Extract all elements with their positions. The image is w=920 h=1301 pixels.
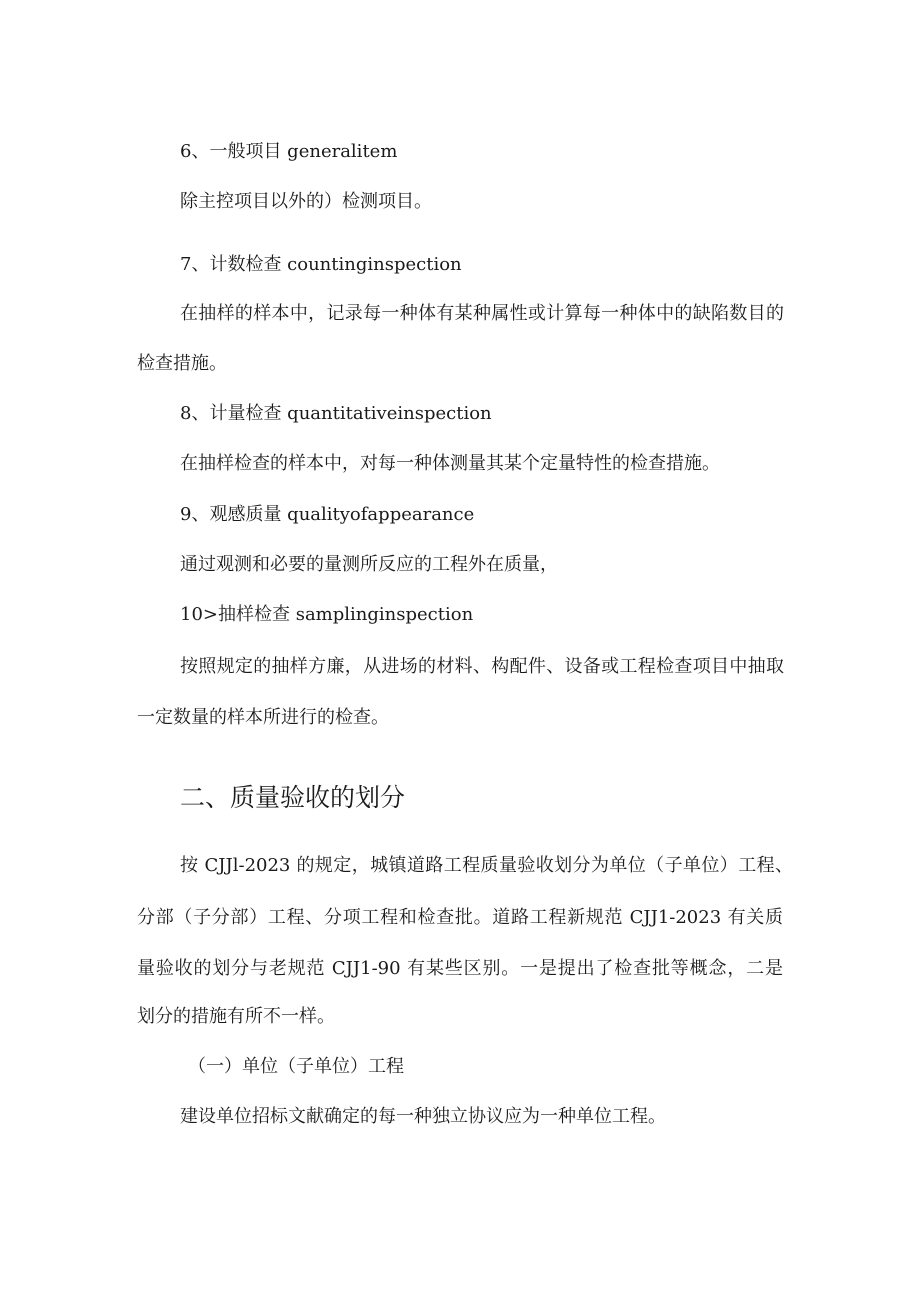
section-paragraph-line-2: 分部（子分部）工程、分项工程和检查批。道路工程新规范 CJJ1-2023 有关质 <box>137 907 783 928</box>
item-7-title: 7、计数检查 countinginspection <box>180 254 462 275</box>
item-9-body: 通过观测和必要的量测所反应的工程外在质量， <box>180 554 558 575</box>
item-10-title: 10>抽样检查 samplinginspection <box>180 604 474 625</box>
item-10-body-line-2: 一定数量的样本所进行的检查。 <box>137 707 389 728</box>
item-7-body-line-1: 在抽样的样本中，记录每一种体有某种属性或计算每一种体中的缺陷数目的 <box>180 303 784 324</box>
subsection-heading: （一）单位（子单位）工程 <box>188 1056 404 1077</box>
section-heading: 二、质量验收的划分 <box>180 783 406 812</box>
item-9-title: 9、观感质量 qualityofappearance <box>180 504 475 525</box>
section-paragraph-line-4: 划分的措施有所不一样。 <box>137 1006 335 1027</box>
subsection-paragraph: 建设单位招标文献确定的每一种独立协议应为一种单位工程。 <box>180 1106 666 1127</box>
section-paragraph-line-1: 按 CJJl-2023 的规定，城镇道路工程质量验收划分为单位（子单位）工程、 <box>180 855 793 876</box>
item-8-title: 8、计量检查 quantitativeinspection <box>180 403 492 424</box>
item-8-body: 在抽样检查的样本中，对每一种体测量其某个定量特性的检查措施。 <box>180 453 720 474</box>
item-6-body: 除主控项目以外的）检测项目。 <box>180 191 432 212</box>
section-paragraph-line-3: 量验收的划分与老规范 CJJ1-90 有某些区别。一是提出了检查批等概念，二是 <box>137 958 783 979</box>
item-7-body-line-2: 检查措施。 <box>137 353 227 374</box>
item-6-title: 6、一般项目 generalitem <box>180 141 398 162</box>
item-10-body-line-1: 按照规定的抽样方廉，从进场的材料、构配件、设备或工程检查项目中抽取 <box>180 656 784 677</box>
